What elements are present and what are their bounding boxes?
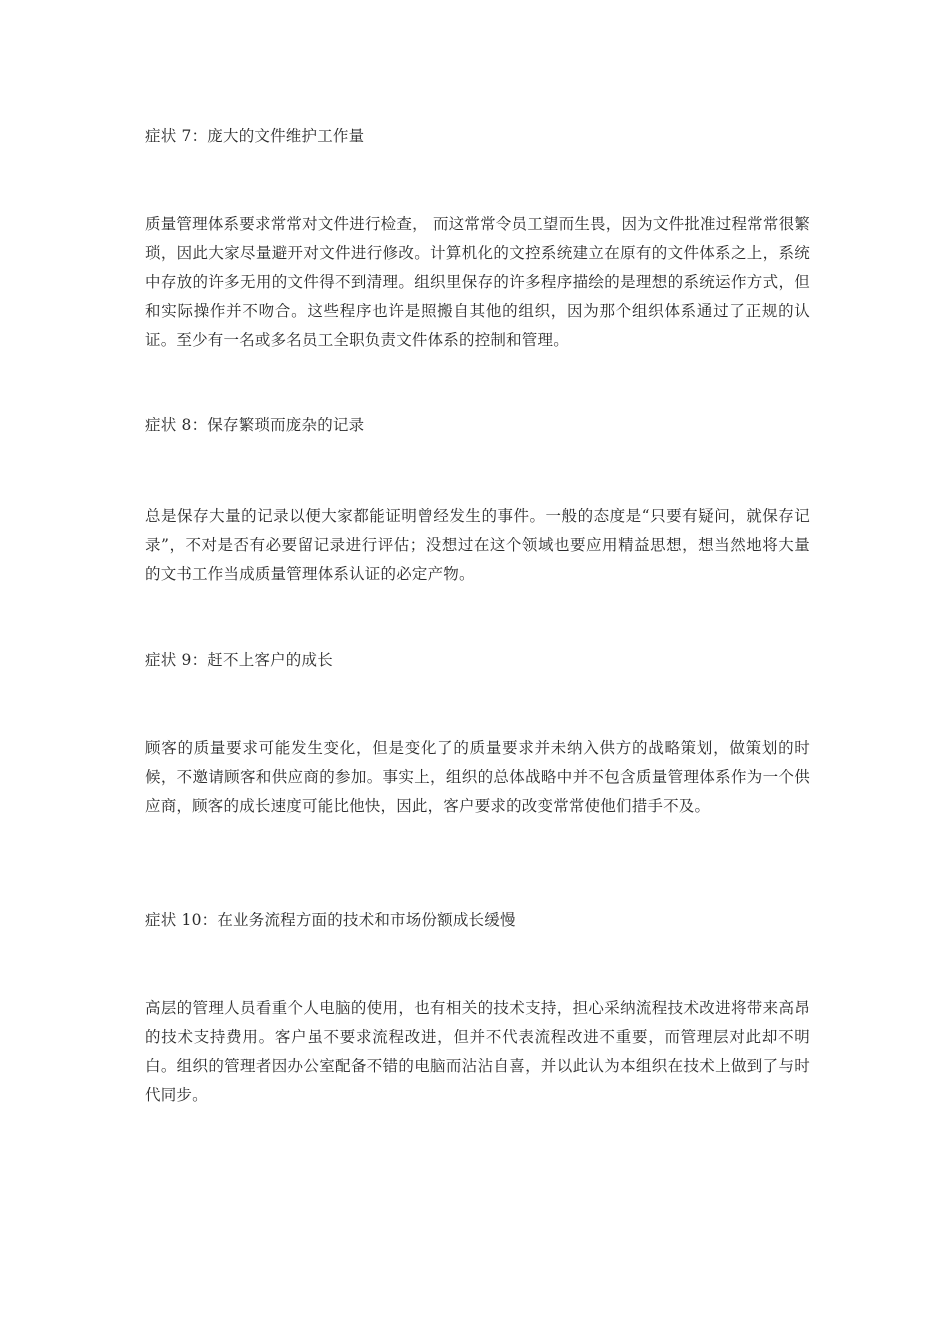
- section-body-7: 质量管理体系要求常常对文件进行检查， 而这常常令员工望而生畏，因为文件批准过程常常很繁琐，因此大家尽量避开对文件进行修改。计算机化的文控系统建立在原有的文件体系之上，系统中存放的许多无用的文件得不到清理。组织里保存的许多程序描绘的是理想的系统运作方式，但和实际操作并不吻合。这些程序也许是照搬自其他的组织，因为那个组织体系通过了正规的认证。至少有一名或多名员工全职负责文件体系的控制和管理。: [145, 215, 810, 349]
- section-body-8: 总是保存大量的记录以便大家都能证明曾经发生的事件。一般的态度是“只要有疑问，就保存记录”，不对是否有必要留记录进行评估；没想过在这个领域也要应用精益思想，想当然地将大量的文书工作当成质量管理体系认证的必定产物。: [145, 507, 810, 583]
- section-heading-8: 症状 8：保存繁琐而庞杂的记录: [145, 416, 365, 434]
- section-heading-9: 症状 9：赶不上客户的成长: [145, 651, 333, 669]
- section-heading-7: 症状 7：庞大的文件维护工作量: [145, 127, 365, 145]
- section-body-9: 顾客的质量要求可能发生变化，但是变化了的质量要求并未纳入供方的战略策划，做策划的时候，不邀请顾客和供应商的参加。事实上，组织的总体战略中并不包含质量管理体系作为一个供应商，顾客的成长速度可能比他快，因此，客户要求的改变常常使他们措手不及。: [145, 739, 810, 815]
- section-body-10: 高层的管理人员看重个人电脑的使用，也有相关的技术支持，担心采纳流程技术改进将带来高昂的技术支持费用。客户虽不要求流程改进，但并不代表流程改进不重要，而管理层对此却不明白。组织的管理者因办公室配备不错的电脑而沾沾自喜，并以此认为本组织在技术上做到了与时代同步。: [145, 999, 810, 1104]
- section-heading-10: 症状 10：在业务流程方面的技术和市场份额成长缓慢: [145, 911, 516, 929]
